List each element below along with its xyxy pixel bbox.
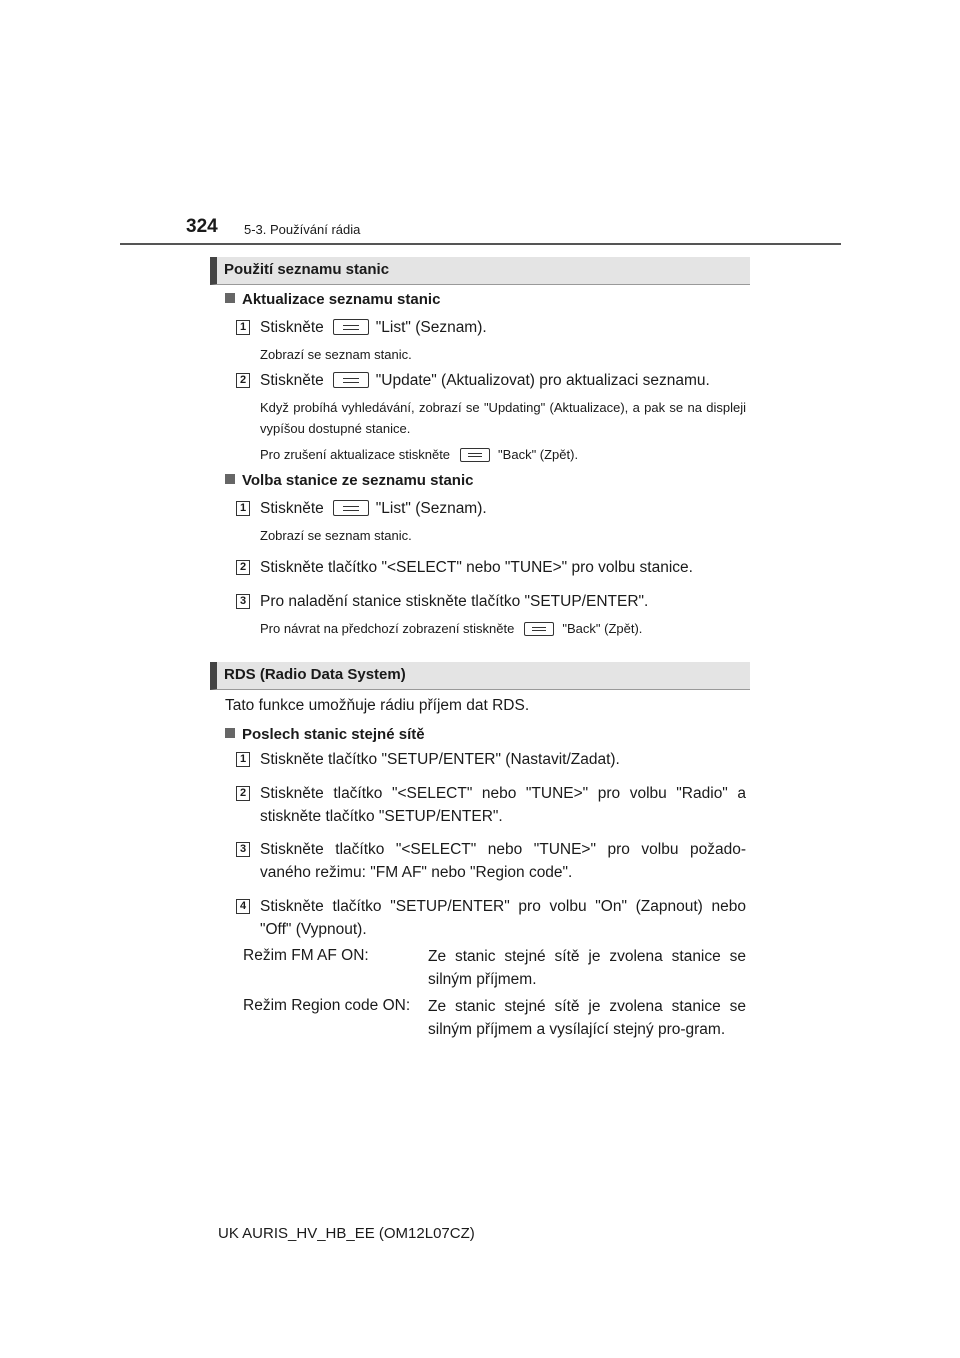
button-icon [460, 448, 490, 462]
mode-description: Ze stanic stejné sítě je zvolena stanice se silným příjmem. [428, 948, 746, 988]
step-text: Stiskněte "List" (Seznam). [260, 500, 487, 517]
section-heading-rds [210, 662, 750, 690]
step-number: 3 [236, 594, 250, 609]
step-text: Stiskněte tlačítko "<SELECT" nebo "TUNE>" pro volbu stanice. [260, 559, 693, 576]
subheading-select-station: Volba stanice ze seznamu stanic [225, 472, 473, 489]
square-bullet-icon [225, 728, 235, 738]
mode-term: Režim FM AF ON: [243, 947, 369, 964]
step-note: Zobrazí se seznam stanic. [260, 347, 412, 362]
step-number: 3 [236, 842, 250, 857]
button-icon [333, 500, 369, 516]
page-number: 324 [186, 216, 218, 237]
mode-term: Režim Region code ON: [243, 997, 411, 1014]
step-note: Když probíhá vyhledávání, zobrazí se "Updating" (Aktualizace), a pak se na displeji vypíšou dostupné stanice. [260, 400, 746, 436]
header-rule [120, 243, 841, 245]
section-heading-station-list [210, 257, 750, 285]
subheading-update-list: Aktualizace seznamu stanic [225, 291, 440, 308]
square-bullet-icon [225, 474, 235, 484]
mode-description: Ze stanic stejné sítě je zvolena stanice se silným příjmem a vysílající stejný pro-gram. [428, 998, 746, 1038]
step-text: Stiskněte "List" (Seznam). [260, 319, 487, 336]
step-text: Stiskněte tlačítko "<SELECT" nebo "TUNE>" pro volbu "Radio" a stiskněte tlačítko "SETUP/ENTER". [260, 785, 746, 825]
footer-model-code: UK AURIS_HV_HB_EE (OM12L07CZ) [218, 1225, 475, 1242]
subheading-same-network: Poslech stanic stejné sítě [225, 726, 425, 743]
step-number: 1 [236, 320, 250, 335]
step-note: Pro návrat na předchozí zobrazení stiskněte "Back" (Zpět). [260, 621, 643, 636]
step-text: Stiskněte "Update" (Aktualizovat) pro aktualizaci seznamu. [260, 372, 710, 389]
button-icon [333, 319, 369, 335]
square-bullet-icon [225, 293, 235, 303]
step-number: 4 [236, 899, 250, 914]
step-number: 1 [236, 752, 250, 767]
step-note: Zobrazí se seznam stanic. [260, 528, 412, 543]
section-title: RDS (Radio Data System) [224, 666, 406, 683]
step-text: Pro naladění stanice stiskněte tlačítko "SETUP/ENTER". [260, 593, 649, 610]
step-note: Pro zrušení aktualizace stiskněte "Back" (Zpět). [260, 447, 579, 462]
step-number: 2 [236, 786, 250, 801]
chapter-title: 5-3. Používání rádia [244, 222, 361, 237]
step-number: 2 [236, 560, 250, 575]
button-icon [524, 622, 554, 636]
step-text: Stiskněte tlačítko "<SELECT" nebo "TUNE>" pro volbu požado-vaného režimu: "FM AF" nebo "Region code". [260, 841, 746, 881]
button-icon [333, 372, 369, 388]
step-text: Stiskněte tlačítko "SETUP/ENTER" pro volbu "On" (Zapnout) nebo "Off" (Vypnout). [260, 898, 746, 938]
rds-intro: Tato funkce umožňuje rádiu příjem dat RDS. [225, 697, 530, 714]
section-title: Použití seznamu stanic [224, 261, 390, 278]
step-number: 1 [236, 501, 250, 516]
step-text: Stiskněte tlačítko "SETUP/ENTER" (Nastavit/Zadat). [260, 751, 620, 768]
step-number: 2 [236, 373, 250, 388]
